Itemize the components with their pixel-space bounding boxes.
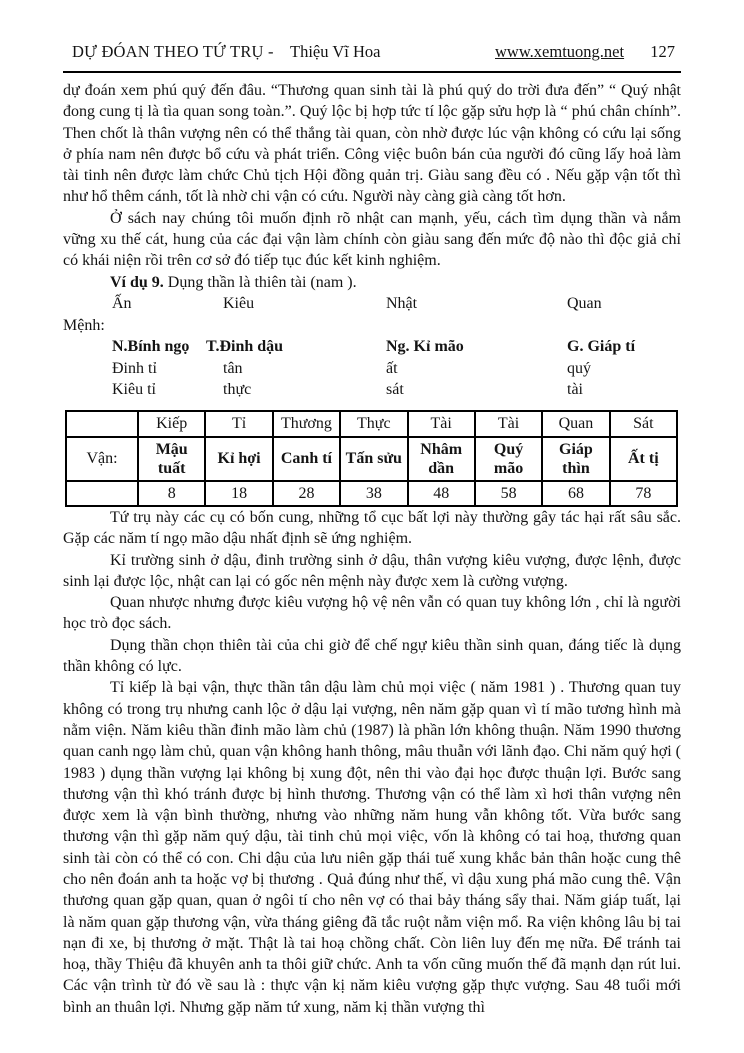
pillar-cell: Nhâm dần xyxy=(408,437,475,481)
empty-cell xyxy=(66,481,138,506)
god-cell: Tỉ xyxy=(205,411,272,437)
pillar-cell: Giáp thìn xyxy=(542,437,609,481)
example-title: Dụng thần là thiên tài (nam ). xyxy=(163,273,357,291)
example-label: Ví dụ 9. xyxy=(110,273,164,291)
pillars-row xyxy=(63,336,681,358)
paragraph: Quan nhược nhưng được kiêu vượng hộ vệ nên vẫn có quan tuy không lớn , chỉ là người học trò đọc sách. xyxy=(63,594,681,633)
website-url: www.xemtuong.net xyxy=(495,42,625,61)
table-row xyxy=(66,437,677,481)
age-cell: 28 xyxy=(273,481,340,506)
hidden-stems-row xyxy=(63,379,681,401)
god-cell: Thực xyxy=(340,411,407,437)
god-cell: Sát xyxy=(610,411,677,437)
table-row xyxy=(66,481,677,506)
god-cell: Quan xyxy=(567,294,602,312)
hidden-stem-cell: thực xyxy=(223,381,252,399)
hidden-stem-cell: tân xyxy=(223,359,243,377)
pillar-cell: G. Giáp tí xyxy=(567,338,636,356)
age-cell: 48 xyxy=(408,481,475,506)
example-heading xyxy=(63,272,681,293)
hidden-stem-cell: sát xyxy=(386,381,404,399)
luck-cycle-table xyxy=(65,410,678,507)
paragraph: dự đoán xem phú quý đến đâu. “Thương quan sinh tài là phú quý do trời đưa đến” “ Quý nhật đong cung tị là tìa quan song toàn.”. Quý lộc bị hợp tức tí lộc gặp sửu hợp là “ phú chân chính”. Then chốt là thân vượng nên có thể thắng tài quan, còn nhờ được lúc vận không có cứu lại sống ở phía nam nên được bổ cứu và phát triển. Công việc buôn bán của người đó cũng lấy hoả làm tài tinh nên được làm chức Chủ tịch Hội đồng quản trị. Giàu sang đều có . Nếu gặp vận tốt thì như hổ thêm cánh, tốt là nhờ chi vận có cứu. Người này càng già càng tốt hơn. xyxy=(63,82,681,206)
row-label-cell: Vận: xyxy=(66,437,138,481)
table-row xyxy=(66,411,677,437)
hidden-stem-cell: Đinh tỉ xyxy=(112,359,157,377)
hidden-stem-cell: Kiêu tỉ xyxy=(112,381,156,399)
god-cell: Kiếp xyxy=(138,411,205,437)
book-title: DỰ ĐÓAN THEO TỨ TRỤ - xyxy=(72,42,274,61)
age-cell: 58 xyxy=(475,481,542,506)
page-header xyxy=(63,42,681,62)
page-number: 127 xyxy=(650,42,675,61)
pillar-cell: Ất tị xyxy=(610,437,677,481)
god-cell: Thương xyxy=(273,411,340,437)
pillar-cell: Tấn sửu xyxy=(340,437,407,481)
hidden-stem-cell: quý xyxy=(567,359,591,377)
paragraph: Kỉ trường sinh ở dậu, đinh trường sinh ở dậu, thân vượng kiêu vượng, được lệnh, được sinh lại được lộc, nhật can lại có gốc nên mệnh này được xem là cường vượng. xyxy=(63,551,681,590)
header-divider xyxy=(63,71,681,73)
menh-label: Mệnh: xyxy=(63,316,105,334)
god-cell: Tài xyxy=(408,411,475,437)
pillar-cell: N.Bính ngọ xyxy=(112,338,190,356)
hidden-stems-row xyxy=(63,358,681,380)
pillar-cell: Quý mão xyxy=(475,437,542,481)
god-cell: Nhật xyxy=(386,294,418,312)
paragraph: Tứ trụ này các cụ có bốn cung, những tổ cục bất lợi này thường gây tác hại rất sâu sắc. Gặp các năm tí ngọ mão dậu nhất định sẽ ứng nghiệm. xyxy=(63,508,681,548)
paragraph: Ở sách nay chúng tôi muốn định rõ nhật can mạnh, yếu, cách tìm dụng thần và nắm vững xu thế cát, hung của các đại vận làm chính còn giàu sang đến mức độ nào thì độc giả chỉ có khái niện rồi trên cơ sở đó tiếp tục đúc kết kinh nghiệm. xyxy=(63,209,681,270)
pillar-cell: Ng. Kỉ mão xyxy=(386,338,464,356)
age-cell: 18 xyxy=(205,481,272,506)
age-cell: 78 xyxy=(610,481,677,506)
age-cell: 8 xyxy=(138,481,205,506)
paragraph: Tỉ kiếp là bại vận, thực thần tân dậu làm chủ mọi việc ( năm 1981 ) . Thương quan tuy không có trong trụ nhưng canh lộc ở dậu lại vượng, nên năm gặp quan vì tí mão tương hình mà nằm viện. Năm kiêu thần đinh mão làm chủ (1987) là phần lớn không thuận. Năm 1990 thương quan canh ngọ làm chủ, quan vận không hanh thông, mâu thuẫn với lãnh đạo. Chi năm quý hợi ( 1983 ) dụng thần vượng lại không bị xung đột, nên thi vào đại học được thuận lợi. Bước sang thương vận thì khó tránh được bị hình thương. Thương vận có thể làm xì hơi thân vượng nên được xem là vận bình thường, nhưng vào những năm hung vẫn không tốt. Vừa bước sang thương vận thì gặp năm quý dậu, tài tinh chủ mọi việc, vốn là không có tai hoạ, thương quan sinh tài còn có thể có con. Chi dậu của lưu niên gặp thái tuế xung khắc bản thân hoặc cung thê cho nên đoán anh ta hoặc vợ bị thương . Quả đúng như thế, vì dậu xung phá mão cung thê. Vận thương quan gặp quan, quan ở ngôi tí cho nên vợ có thai bảy tháng sẩy thai. Năm giáp tuất, lại là năm quan gặp thương vận, vừa tháng giêng đã tắc ruột nằm viện mổ. Ra viện không lâu bị tai nạn đi xe, bị thương ở mặt. Thật là tai hoạ chồng chất. Còn liên luy đến mẹ nữa. Để tránh tai hoạ, thầy Thiệu đã khuyên anh ta thôi giữ chức. Anh ta vốn cũng muốn thế đã mạnh dạn rút lui. Các vận trình từ đó về sau là : thực vận kị năm kiêu vượng gặp thực vượng. Sau 48 tuổi mới bình an thuân lợi. Nhưng gặp năm tứ xung, năm kị thần vượng thì xyxy=(63,679,681,1016)
pillar-cell: Kỉ hợi xyxy=(205,437,272,481)
paragraph: Dụng thần chọn thiên tài của chi giờ để chế ngự kiêu thần sinh quan, đáng tiếc là dụng thần không có lực. xyxy=(63,636,681,676)
author-name: Thiệu Vĩ Hoa xyxy=(290,42,381,61)
pillar-cell: T.Đinh dậu xyxy=(206,338,284,356)
four-pillars-chart xyxy=(63,293,681,401)
empty-cell xyxy=(66,411,138,437)
gods-row xyxy=(63,293,681,315)
age-cell: 38 xyxy=(340,481,407,506)
god-cell: Quan xyxy=(542,411,609,437)
god-cell: Tài xyxy=(475,411,542,437)
pillar-cell: Mậu tuất xyxy=(138,437,205,481)
god-cell: Kiêu xyxy=(223,294,255,312)
god-cell: Ấn xyxy=(112,294,132,312)
pillar-cell: Canh tí xyxy=(273,437,340,481)
hidden-stem-cell: ất xyxy=(386,359,398,377)
age-cell: 68 xyxy=(542,481,609,506)
hidden-stem-cell: tài xyxy=(567,381,583,399)
